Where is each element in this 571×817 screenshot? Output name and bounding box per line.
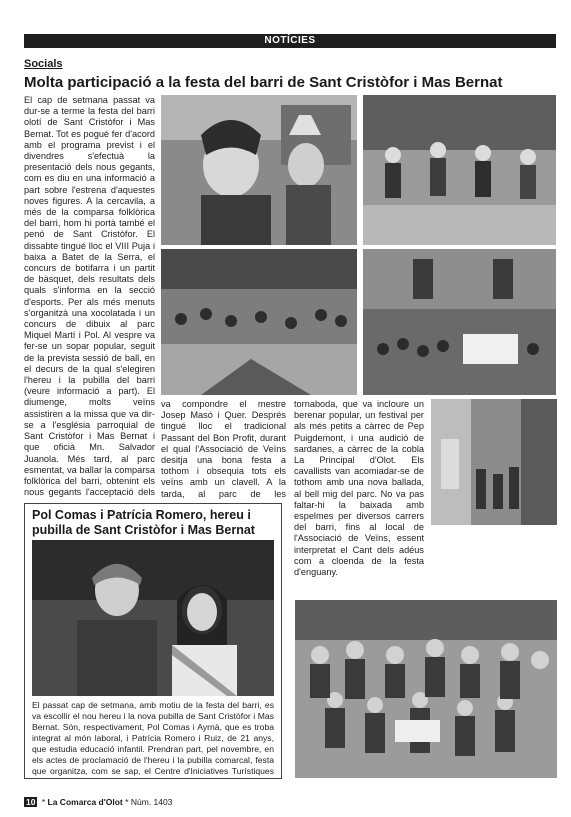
article-column-3: tornaboda, que va incloure un berenar popular, un festival per als més petits a càrrec de Pep Puigdemont, i una audició de sardanes, a càrrec de la cobla La Principal d'Olot. Els cavallists van acomiadar-se de tothom amb una nova ballada, al bell mig del parc. No va pas faltar-hi la baixada amb espelmes per diversos carrers del barri, fins al local de l'Associació de Veïns, essent interpretat el Cant dels adéus com a cloenda de la festa d'enguany.: [294, 399, 424, 578]
footer-star-2: *: [125, 797, 129, 807]
photo-group: [295, 600, 557, 778]
publication-name: La Comarca d'Olot: [47, 797, 123, 807]
box-caption: El passat cap de setmana, amb motiu de la festa del barri, es va escollir el nou hereu i la nova pubilla de Sant Cristòfor i Mas Bernat. Són, respectivament, Pol Comas i Ayrnà, que es troba integrat al món laboral, i Patrícia Romero i Ruiz, de 21 anys, que estudia educació infantil. Prendran part, pel novembre, en els actes de proclamació de l'hereu i la pubilla comarcal, festa que organitza, com se sap, el Centre d'Iniciatives Turístiques: [32, 700, 274, 776]
photo-park-crowd: [161, 249, 357, 395]
page-number: 10: [26, 797, 36, 807]
issue-number: Núm. 1403: [130, 797, 173, 807]
box-title: Pol Comas i Patrícia Romero, hereu i pubilla de Sant Cristòfor i Mas Bernat: [32, 508, 255, 537]
photo-dancers: [363, 95, 556, 245]
article-column-2: va compondre el mestre Josep Masó i Quer. Després tingué lloc el tradicional Passant del Bon Profit, durant el qual l'Associació de Veïns desitja una bona festa a tothom i obsequia tots els veïns amb un clavell. A la tarda, al parc de les: [161, 399, 286, 499]
photo-church-mass: [363, 249, 556, 395]
article-column-1: El cap de setmana passat va dur-se a terme la festa del barri olotí de Sant Cristòfor i Mas Bernat. Tot es pogué fer d'acord amb el programa previst i el divendres s'efectuà la presentació dels nous gegants, com es diu en una informació a part sobre l'estrena d'aquestes noves figures. A la cercavila, a més de la comparsa folklòrica del barri, hom hi portà també el penó de Sant Cristòfor. El dissabte tingué lloc el VIII Puja i baixa a Batet de la Serra, el concurs de botifarra i un partit de bàsquet, dels resultats dels quals s'informa en la secció d'esports. Per als més menuts s'organitzà una xocolatada i un concurs de dibuix al parc Miquel Martí i Pol. Al vespre va fer-se un sopar popular, seguit de la prevista sessió de ball, en el decurs de la qual s'elegiren l'hereu i la pubilla del barri (veure informació a part). El diumenge, molts veïns assistiren a la missa que va dir-se a l'església parroquial de Sant Cristòfor i Mas Bernat i que oficià Mn. Salvador Juanola. Més tard, al parc esmentat, va ballar la comparsa folklòrica del barri, obtenint els nous gegants l'acceptació dels: [24, 95, 155, 497]
article-title: Molta participació a la festa del barri de Sant Cristòfor i Mas Bernat: [24, 74, 503, 91]
photo-giants: [161, 95, 357, 245]
page-footer: [24, 797, 172, 807]
section-bar: NOTÍCIES: [24, 34, 556, 48]
section-label: Socials: [24, 58, 63, 70]
footer-star-1: *: [41, 797, 46, 807]
photo-hereu-pubilla: [32, 540, 274, 696]
photo-street-parade: [431, 399, 557, 525]
